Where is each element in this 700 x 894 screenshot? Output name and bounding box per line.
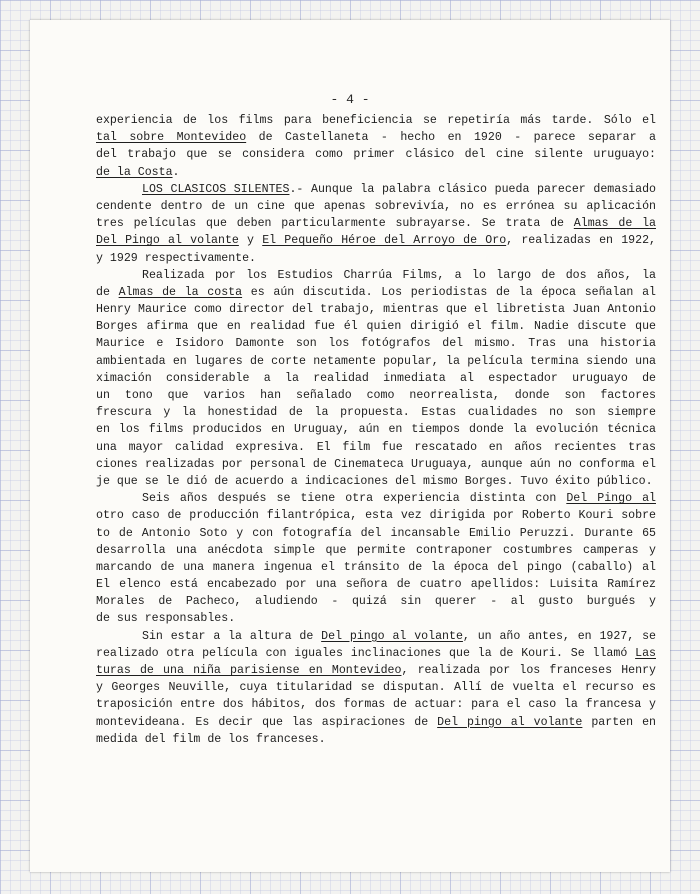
text-segment: tres películas que deben particularmente subrayarse. Se trata de	[96, 217, 574, 231]
text-line	[96, 232, 656, 249]
body-text	[96, 112, 656, 748]
underlined-title: Almas de la	[573, 217, 656, 231]
underlined-title: de la Costa	[96, 165, 173, 179]
underlined-title: Almas de la costa	[118, 285, 243, 299]
underlined-title: Del pingo al volante	[437, 715, 583, 729]
text-segment: y 1929 respectivamente.	[96, 251, 257, 265]
text-line	[96, 421, 656, 438]
text-line	[96, 593, 656, 610]
underlined-title: turas de una niña parisiense en Montevideo	[96, 664, 402, 677]
underlined-title: El Pequeño Héroe del Arroyo de Oro	[262, 234, 507, 248]
text-segment: otro caso de producción filantrópica, esta vez dirigida por Roberto Kouri sobre	[96, 509, 656, 523]
text-segment: de Castellaneta - hecho en 1920 - parece separar a	[246, 131, 656, 145]
text-segment: marcando de una manera ingenua el tránsito de la época del pingo (caballo) al	[96, 560, 656, 574]
text-segment: .	[172, 165, 180, 179]
text-line	[96, 542, 656, 559]
page-number: - 4 -	[330, 92, 370, 107]
text-line	[96, 387, 656, 404]
text-line	[96, 490, 656, 507]
underlined-title: Del Pingo al	[566, 492, 656, 506]
text-segment: y Georges Neuville, cuya titularidad se disputan. Allí de vuelta el recurso es	[96, 681, 656, 695]
text-line	[96, 301, 656, 318]
text-segment: y	[238, 234, 263, 248]
text-segment: El elenco está encabezado por una señora de cuatro apellidos: Luisita Ramírez	[96, 578, 656, 592]
text-line	[96, 404, 656, 421]
text-segment: Morales de Pacheco, aludiendo - quizá sin querer - al gusto burgués y	[96, 595, 656, 609]
text-line	[96, 456, 656, 473]
text-segment: , un año antes, en 1927, se	[462, 629, 656, 643]
text-segment: en los films producidos en Uruguay, aún en tiempos donde la evolución técnica	[96, 423, 656, 437]
text-line	[96, 112, 656, 129]
text-line	[96, 181, 656, 198]
text-line	[96, 370, 656, 387]
text-line	[96, 662, 656, 679]
text-line	[96, 525, 656, 542]
text-line	[96, 559, 656, 576]
text-segment: es aún discutida. Los periodistas de la época señalan al	[250, 285, 656, 299]
text-segment: del trabajo que se considera como primer clásico del cine silente uruguayo:	[96, 148, 656, 162]
text-segment: frescura y la honestidad de la propuesta. Estas cualidades no son siempre	[96, 406, 656, 420]
text-line	[96, 473, 656, 490]
text-line	[96, 198, 656, 215]
text-line	[96, 696, 656, 713]
text-segment: to de Antonio Soto y con fotografía del incansable Emilio Peruzzi. Durante 65	[96, 526, 656, 540]
text-segment: Sin estar a la altura de	[142, 629, 322, 643]
text-line	[96, 146, 656, 163]
underlined-title: Las	[635, 646, 656, 660]
text-line	[96, 610, 656, 627]
text-line	[96, 507, 656, 524]
text-line	[96, 215, 656, 232]
text-segment: de	[96, 285, 119, 299]
text-segment: realizado otra película con iguales inclinaciones que la de Kouri. Se llamó	[96, 646, 636, 660]
underlined-title: tal sobre Montevideo	[96, 131, 247, 145]
text-segment: de sus responsables.	[96, 612, 236, 626]
text-segment: ximación considerable a la realidad inmediata al espectador uruguayo de	[96, 371, 656, 385]
text-line	[96, 714, 656, 731]
text-segment: Maurice e Isidoro Damonte son los fotógrafos del mismo. Tras una historia	[96, 337, 656, 351]
text-segment: un tono que varios han señalado como neorrealista, donde son factores	[96, 389, 656, 402]
text-segment: ambientada en lugares de corte netamente popular, la película termina siendo una	[96, 354, 656, 368]
text-line	[96, 576, 656, 593]
text-segment: , realizada por los franceses Henry	[401, 664, 656, 677]
text-segment: desarrolla una anécdota simple que permite contraponer costumbres camperas y	[96, 543, 656, 557]
text-line	[96, 267, 656, 284]
text-line	[96, 129, 656, 146]
text-line	[96, 164, 656, 181]
text-line	[96, 353, 656, 370]
text-line	[96, 679, 656, 696]
text-segment: experiencia de los films para beneficiencia se repetiría más tarde. Sólo el	[96, 114, 656, 127]
text-segment: Seis años después se tiene otra experiencia distinta con	[142, 492, 567, 506]
text-line	[96, 250, 656, 267]
typed-page	[30, 20, 670, 872]
text-segment: Henry Maurice como director del trabajo, mientras que el libretista Juan Antonio	[96, 303, 656, 317]
text-segment: Borges afirma que en realidad fue él quien dirigió el film. Nadie discute que	[96, 320, 656, 334]
text-segment: montevideana. Es decir que las aspiraciones de	[96, 715, 438, 729]
text-segment: , realizadas en 1922,	[506, 234, 656, 248]
text-segment: una mayor calidad expresiva. El film fue rescatado en años recientes tras	[96, 440, 656, 454]
text-segment: medida del film de los franceses.	[96, 732, 326, 746]
text-line	[96, 439, 656, 456]
underlined-title: LOS CLASICOS SILENTES	[142, 182, 290, 196]
text-segment: .- Aunque la palabra clásico pueda parecer demasiado	[289, 182, 656, 196]
text-segment: Realizada por los Estudios Charrúa Films, a lo largo de dos años, la	[142, 268, 656, 282]
text-line	[96, 731, 656, 748]
text-segment: parten en	[591, 715, 656, 729]
text-line	[96, 318, 656, 335]
text-line	[96, 645, 656, 662]
text-segment: ciones realizadas por personal de Cinemateca Uruguaya, aunque aún no conforma el	[96, 457, 656, 471]
text-line	[96, 284, 656, 301]
text-line	[96, 335, 656, 352]
text-line	[96, 628, 656, 645]
text-segment: je que se le dió de acuerdo a indicaciones del mismo Borges. Tuvo éxito público.	[96, 474, 653, 488]
text-segment: cendente dentro de un cine que apenas sobrevivía, no es errónea su aplicación	[96, 199, 656, 213]
text-segment: traposición entre dos hábitos, dos formas de actuar: para el caso la francesa y	[96, 698, 656, 712]
underlined-title: Del Pingo al volante	[96, 234, 239, 248]
underlined-title: Del pingo al volante	[321, 629, 463, 643]
